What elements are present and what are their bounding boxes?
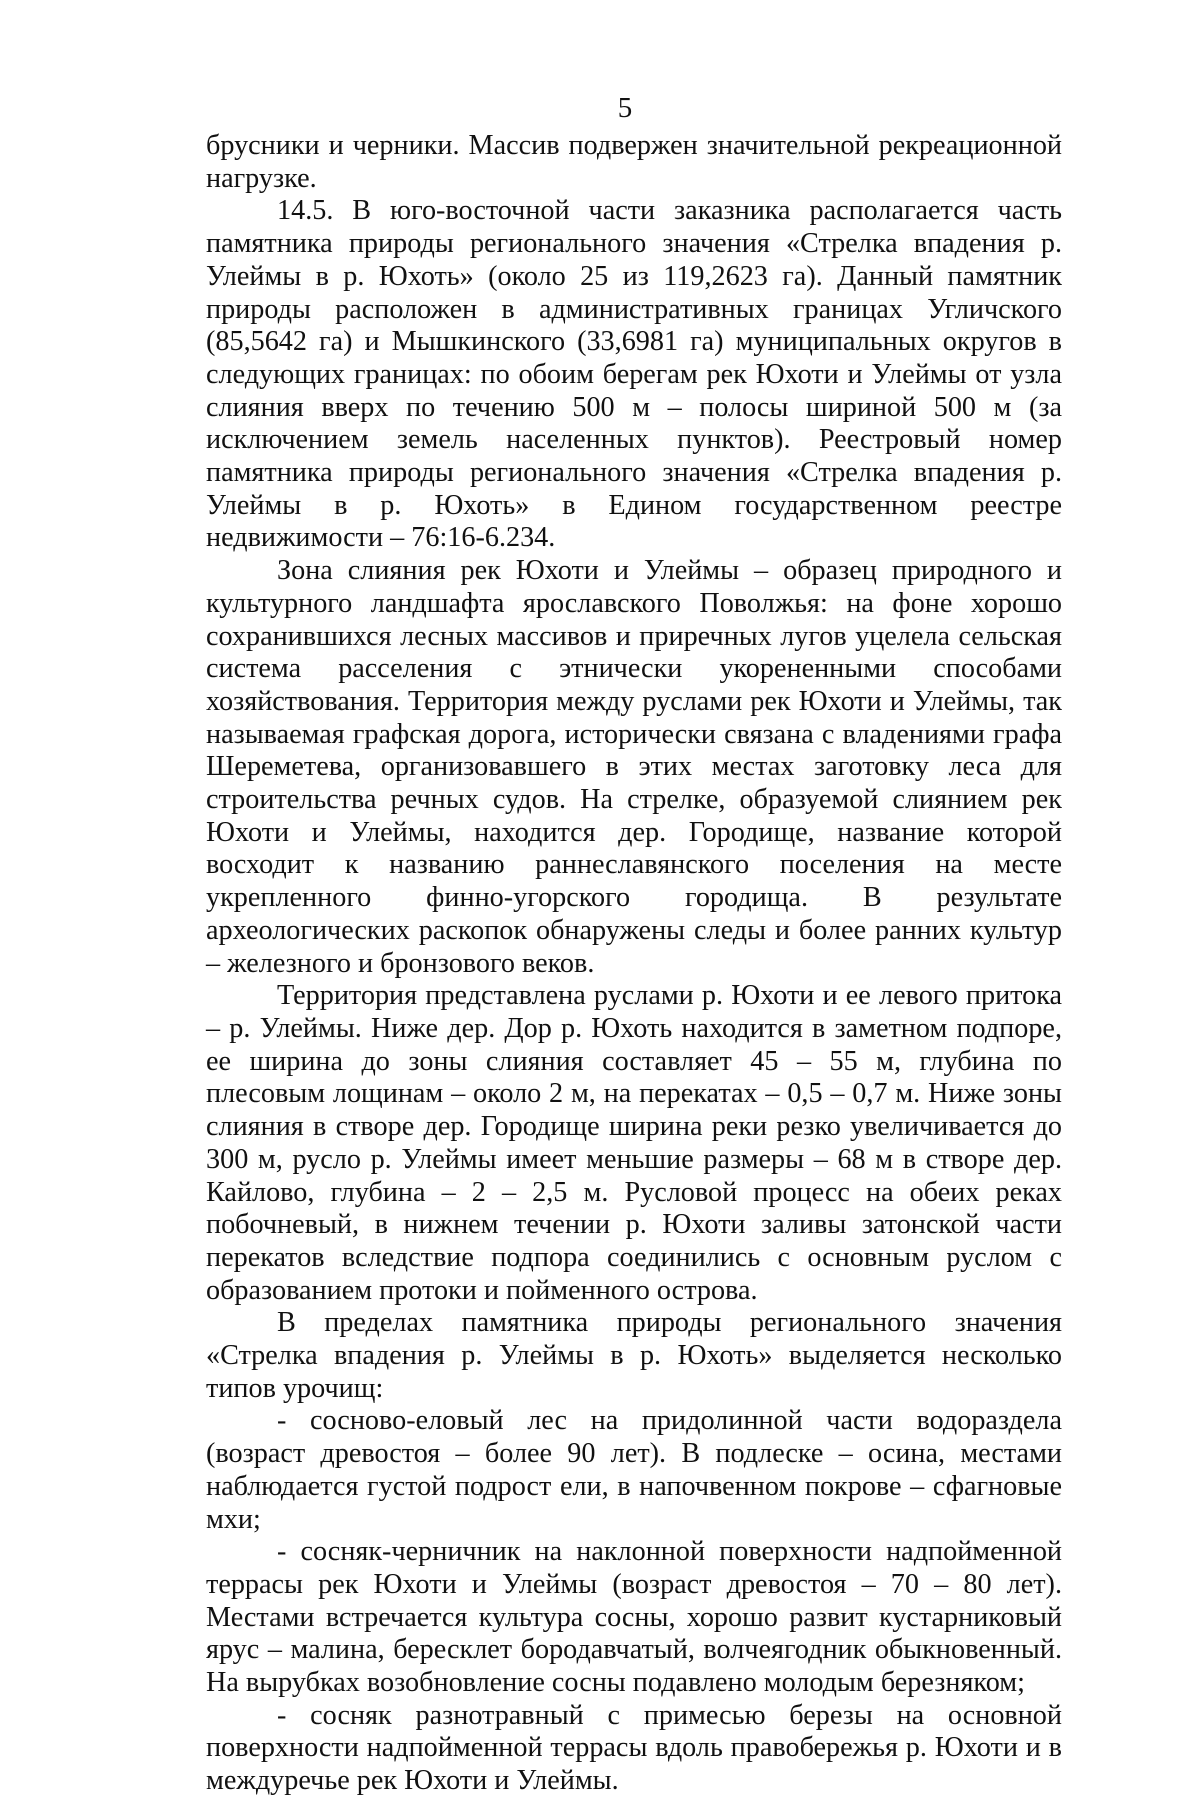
list-item-pine-spruce-forest: - сосново-еловый лес на придолинной части водораздела (возраст древостоя – более 90 лет). В подлеске – осина, местами наблюдается густой подрост ели, в напочвенном покрове – сфагновые мхи; — [206, 1405, 1062, 1535]
paragraph-continuation: брусники и черники. Массив подвержен значительной рекреационной нагрузке. — [206, 130, 1062, 194]
paragraph-confluence-zone: Зона слияния рек Юхоти и Улеймы – образец природного и культурного ландшафта ярославского Поволжья: на фоне хорошо сохранившихся лесных массивов и приречных лугов уцелела сельская система расселения с этнически укорененными способами хозяйствования. Территория между руслами рек Юхоти и Улеймы, так называемая графская дорога, исторически связана с владениями графа Шереметева, организовавшего в этих местах заготовку леса для строительства речных судов. На стрелке, образуемой слиянием рек Юхоти и Улеймы, находится дер. Городище, название которой восходит к названию раннеславянского поселения на месте укрепленного финно-угорского городища. В результате археологических раскопок обнаружены следы и более ранних культур – железного и бронзового веков. — [206, 555, 1062, 979]
paragraph-territory-rivers: Территория представлена руслами р. Юхоти и ее левого притока – р. Улеймы. Ниже дер. Дор р. Юхоть находится в заметном подпоре, ее ширина до зоны слияния составляет 45 – 55 м, глубина по плесовым лощинам – около 2 м, на перекатах – 0,5 – 0,7 м. Ниже зоны слияния в створе дер. Городище ширина реки резко увеличивается до 300 м, русло р. Улеймы имеет меньшие размеры – 68 м в створе дер. Кайлово, глубина – 2 – 2,5 м. Русловой процесс на обеих реках побочневый, в нижнем течении р. Юхоти заливы затонской части перекатов вследствие подпора соединились с основным руслом с образованием протоки и пойменного острова. — [206, 980, 1062, 1306]
list-item-pine-blueberry: - сосняк-черничник на наклонной поверхности надпойменной террасы рек Юхоти и Улеймы (возраст древостоя – 70 – 80 лет). Местами встречается культура сосны, хорошо развит кустарниковый ярус – малина, бересклет бородавчатый, волчеягодник обыкновенный. На вырубках возобновление сосны подавлено молодым березняком; — [206, 1536, 1062, 1699]
paragraph-section-14-5: 14.5. В юго-восточной части заказника располагается часть памятника природы регионального значения «Стрелка впадения р. Улеймы в р. Юхоть» (около 25 из 119,2623 га). Данный памятник природы расположен в административных границах Угличского (85,5642 га) и Мышкинского (33,6981 га) муниципальных округов в следующих границах: по обоим берегам рек Юхоти и Улеймы от узла слияния вверх по течению 500 м – полосы шириной 500 м (за исключением земель населенных пунктов). Реестровый номер памятника природы регионального значения «Стрелка впадения р. Улеймы в р. Юхоть» в Едином государственном реестре недвижимости – 76:16-6.234. — [206, 195, 1062, 554]
page-number: 5 — [617, 92, 633, 124]
document-body — [206, 130, 1062, 1798]
list-item-pine-mixed-herb: - сосняк разнотравный с примесью березы на основной поверхности надпойменной террасы вдоль правобережья р. Юхоти и в междуречье рек Юхоти и Улеймы. — [206, 1699, 1062, 1797]
paragraph-landscape-types-intro: В пределах памятника природы регионального значения «Стрелка впадения р. Улеймы в р. Юхоть» выделяется несколько типов урочищ: — [206, 1307, 1062, 1404]
